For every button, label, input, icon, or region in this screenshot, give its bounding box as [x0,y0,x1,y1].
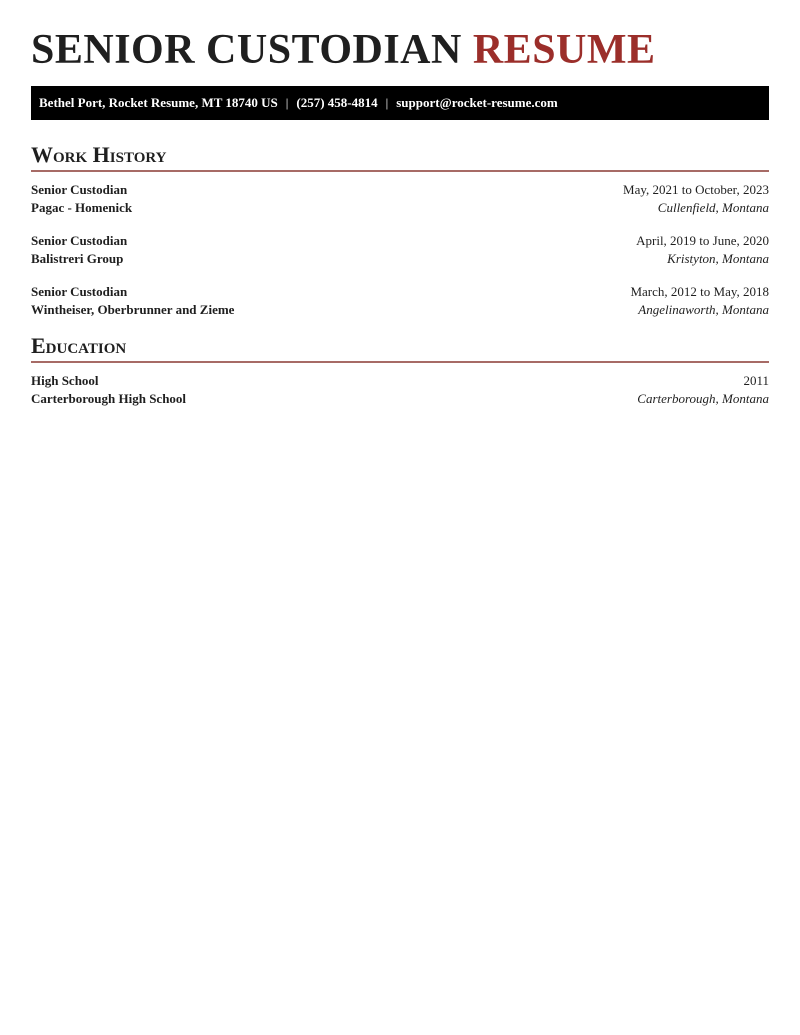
job-dates: March, 2012 to May, 2018 [630,284,769,299]
job-location: Kristyton, Montana [667,251,769,266]
title-accent: RESUME [472,27,656,73]
job-company: Balistreri Group [31,251,124,266]
title-main: SENIOR CUSTODIAN [31,27,462,73]
job-location: Cullenfield, Montana [657,200,769,215]
job-company: Wintheiser, Oberbrunner and Zieme [31,302,235,317]
contact-separator: | [285,95,289,110]
work-entry [31,232,769,268]
section-divider [31,170,769,172]
contact-phone[interactable]: (257) 458-4814 [296,95,378,110]
contact-separator: | [385,95,389,110]
education-entry [31,372,769,408]
job-role: Senior Custodian [31,182,128,197]
section-title-education: Education [31,333,127,358]
contact-bar [31,86,769,120]
contact-address: Bethel Port, Rocket Resume, MT 18740 US [39,95,278,110]
job-role: Senior Custodian [31,284,128,299]
job-dates: May, 2021 to October, 2023 [623,182,769,197]
job-role: Senior Custodian [31,233,128,248]
work-entry [31,181,769,217]
education-location: Carterborough, Montana [637,391,769,406]
section-divider [31,361,769,363]
resume-title [31,26,656,74]
section-title-work-history: Work History [31,142,167,167]
work-history-section [31,141,769,319]
education-year: 2011 [743,373,769,388]
job-dates: April, 2019 to June, 2020 [636,233,769,248]
work-entry [31,283,769,319]
contact-email[interactable]: support@rocket-resume.com [396,95,558,110]
education-school: Carterborough High School [31,391,187,406]
education-degree: High School [31,373,99,388]
education-section [31,332,769,408]
job-company: Pagac - Homenick [31,200,133,215]
job-location: Angelinaworth, Montana [638,302,769,317]
